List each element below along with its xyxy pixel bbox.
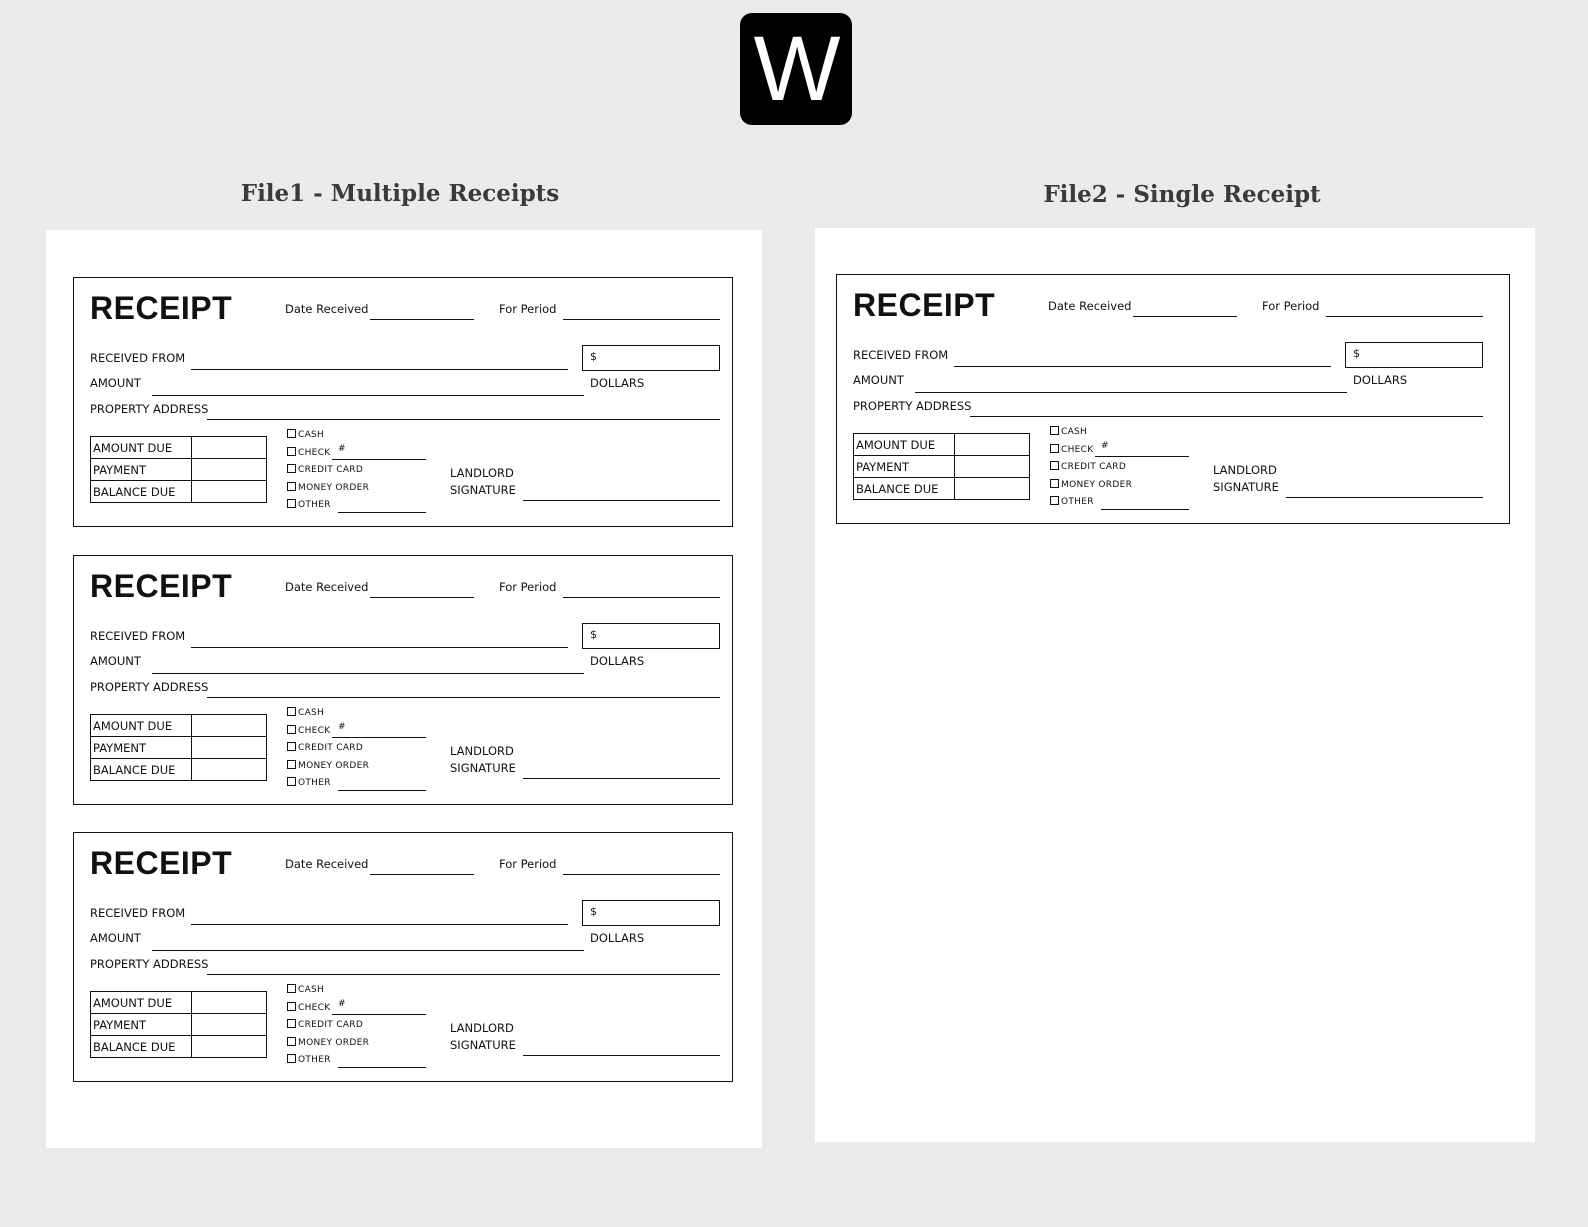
checkbox-icon[interactable] [1050,496,1059,505]
check-number-hash: # [338,999,346,1009]
file2-title: File2 - Single Receipt [1043,181,1321,208]
property-address-line[interactable] [970,416,1483,417]
amount-label: AMOUNT [90,931,141,945]
for-period-line[interactable] [1326,316,1483,317]
table-row [91,1036,267,1058]
balance-due-cell[interactable] [192,481,267,503]
money-order-option[interactable]: MONEY ORDER [287,760,369,771]
for-period-label: For Period [499,857,557,871]
received-from-label: RECEIVED FROM [90,629,186,643]
signature-label: SIGNATURE [1213,480,1279,494]
cash-option[interactable]: CASH [1050,426,1087,437]
file1-page [46,230,762,1148]
balance-due-label: BALANCE DUE [91,481,192,503]
check-number-hash: # [1101,441,1109,451]
property-address-label: PROPERTY ADDRESS [853,399,972,413]
checkbox-icon[interactable] [287,1002,296,1011]
for-period-line[interactable] [563,597,720,598]
landlord-signature-line[interactable] [1286,497,1483,498]
cash-option[interactable]: CASH [287,429,324,440]
money-order-option[interactable]: MONEY ORDER [1050,479,1132,490]
receipt-title: RECEIPT [90,845,233,881]
checkbox-icon[interactable] [287,1019,296,1028]
date-received-line[interactable] [370,319,474,320]
date-received-line[interactable] [1133,316,1237,317]
received-from-label: RECEIVED FROM [90,351,186,365]
signature-label: SIGNATURE [450,483,516,497]
other-option[interactable]: OTHER [287,499,331,510]
dollars-label: DOLLARS [590,931,645,945]
amount-due-label: AMOUNT DUE [91,437,192,459]
payment-label: PAYMENT [91,1014,192,1036]
landlord-label: LANDLORD [450,744,514,758]
money-order-option[interactable]: MONEY ORDER [287,482,369,493]
word-document-icon: W [740,13,852,125]
date-received-label: Date Received [285,302,369,316]
amount-due-cell[interactable] [955,434,1030,456]
balance-due-label: BALANCE DUE [91,1036,192,1058]
checkbox-icon[interactable] [287,499,296,508]
money-order-option[interactable]: MONEY ORDER [287,1037,369,1048]
payment-cell[interactable] [192,737,267,759]
other-line[interactable] [1101,509,1189,510]
amount-line[interactable] [152,950,584,951]
payment-cell[interactable] [192,1014,267,1036]
property-address-label: PROPERTY ADDRESS [90,680,209,694]
balance-due-label: BALANCE DUE [854,478,955,500]
check-number-hash: # [338,444,346,454]
date-received-label: Date Received [285,580,369,594]
balance-table [90,991,267,1058]
receipt-form [73,555,733,805]
checkbox-icon[interactable] [1050,444,1059,453]
amount-line[interactable] [915,392,1347,393]
table-row [854,434,1030,456]
date-received-line[interactable] [370,597,474,598]
check-number-line[interactable] [332,459,426,460]
amount-label: AMOUNT [853,373,904,387]
received-from-line[interactable] [191,369,568,370]
credit-card-option[interactable]: CREDIT CARD [1050,461,1126,472]
checkbox-icon[interactable] [1050,479,1059,488]
for-period-label: For Period [1262,299,1320,313]
table-row [854,478,1030,500]
landlord-signature-line[interactable] [523,1055,720,1056]
received-from-label: RECEIVED FROM [853,348,949,362]
table-row [91,737,267,759]
table-row [854,456,1030,478]
amount-due-cell[interactable] [192,437,267,459]
checkbox-icon[interactable] [287,464,296,473]
table-row [91,992,267,1014]
receipt-form [73,832,733,1082]
table-row [91,481,267,503]
receipt-title: RECEIPT [90,568,233,604]
for-period-line[interactable] [563,874,720,875]
file2-page [815,228,1535,1142]
amount-label: AMOUNT [90,654,141,668]
amount-due-cell[interactable] [192,715,267,737]
other-line[interactable] [338,1067,426,1068]
property-address-label: PROPERTY ADDRESS [90,402,209,416]
checkbox-icon[interactable] [287,707,296,716]
date-received-label: Date Received [1048,299,1132,313]
balance-due-cell[interactable] [192,759,267,781]
landlord-label: LANDLORD [450,466,514,480]
amount-line[interactable] [152,673,584,674]
receipt-title: RECEIPT [853,287,996,323]
amount-due-label: AMOUNT DUE [854,434,955,456]
checkbox-icon[interactable] [287,725,296,734]
dollar-amount-box[interactable]: $ [582,900,720,926]
other-line[interactable] [338,512,426,513]
property-address-line[interactable] [207,697,720,698]
balance-table [853,433,1030,500]
payment-label: PAYMENT [91,737,192,759]
check-option[interactable]: CHECK [1050,444,1093,455]
checkbox-icon[interactable] [287,777,296,786]
landlord-signature-line[interactable] [523,778,720,779]
check-number-line[interactable] [332,737,426,738]
amount-due-label: AMOUNT DUE [91,715,192,737]
payment-cell[interactable] [192,459,267,481]
receipt-form [73,277,733,527]
landlord-label: LANDLORD [1213,463,1277,477]
table-row [91,759,267,781]
for-period-label: For Period [499,302,557,316]
checkbox-icon[interactable] [287,984,296,993]
cash-option[interactable]: CASH [287,707,324,718]
dollar-amount-box[interactable]: $ [1345,342,1483,368]
balance-table [90,714,267,781]
credit-card-option[interactable]: CREDIT CARD [287,742,363,753]
balance-table [90,436,267,503]
received-from-line[interactable] [191,924,568,925]
table-row [91,1014,267,1036]
table-row [91,437,267,459]
amount-due-label: AMOUNT DUE [91,992,192,1014]
dollars-label: DOLLARS [1353,373,1408,387]
payment-label: PAYMENT [91,459,192,481]
property-address-line[interactable] [207,974,720,975]
cash-option[interactable]: CASH [287,984,324,995]
checkbox-icon[interactable] [287,1037,296,1046]
for-period-line[interactable] [563,319,720,320]
date-received-line[interactable] [370,874,474,875]
landlord-label: LANDLORD [450,1021,514,1035]
dollar-amount-box[interactable]: $ [582,345,720,371]
file1-title: File1 - Multiple Receipts [240,180,560,207]
check-option[interactable]: CHECK [287,725,330,736]
balance-due-label: BALANCE DUE [91,759,192,781]
property-address-label: PROPERTY ADDRESS [90,957,209,971]
table-row [91,715,267,737]
for-period-label: For Period [499,580,557,594]
received-from-label: RECEIVED FROM [90,906,186,920]
credit-card-option[interactable]: CREDIT CARD [287,464,363,475]
checkbox-icon[interactable] [287,447,296,456]
other-option[interactable]: OTHER [287,777,331,788]
landlord-signature-line[interactable] [523,500,720,501]
other-option[interactable]: OTHER [287,1054,331,1065]
receipt-title: RECEIPT [90,290,233,326]
other-line[interactable] [338,790,426,791]
check-number-hash: # [338,722,346,732]
dollar-amount-box[interactable]: $ [582,623,720,649]
receipt-form [836,274,1510,524]
table-row [91,459,267,481]
other-option[interactable]: OTHER [1050,496,1094,507]
payment-label: PAYMENT [854,456,955,478]
credit-card-option[interactable]: CREDIT CARD [287,1019,363,1030]
check-number-line[interactable] [332,1014,426,1015]
checkbox-icon[interactable] [287,1054,296,1063]
check-option[interactable]: CHECK [287,447,330,458]
dollars-label: DOLLARS [590,654,645,668]
date-received-label: Date Received [285,857,369,871]
check-option[interactable]: CHECK [287,1002,330,1013]
balance-due-cell[interactable] [192,1036,267,1058]
checkbox-icon[interactable] [287,742,296,751]
signature-label: SIGNATURE [450,761,516,775]
signature-label: SIGNATURE [450,1038,516,1052]
amount-line[interactable] [152,395,584,396]
property-address-line[interactable] [207,419,720,420]
dollars-label: DOLLARS [590,376,645,390]
payment-cell[interactable] [955,456,1030,478]
checkbox-icon[interactable] [287,429,296,438]
checkbox-icon[interactable] [1050,461,1059,470]
received-from-line[interactable] [954,366,1331,367]
received-from-line[interactable] [191,647,568,648]
amount-label: AMOUNT [90,376,141,390]
balance-due-cell[interactable] [955,478,1030,500]
amount-due-cell[interactable] [192,992,267,1014]
checkbox-icon[interactable] [287,760,296,769]
check-number-line[interactable] [1095,456,1189,457]
checkbox-icon[interactable] [1050,426,1059,435]
checkbox-icon[interactable] [287,482,296,491]
